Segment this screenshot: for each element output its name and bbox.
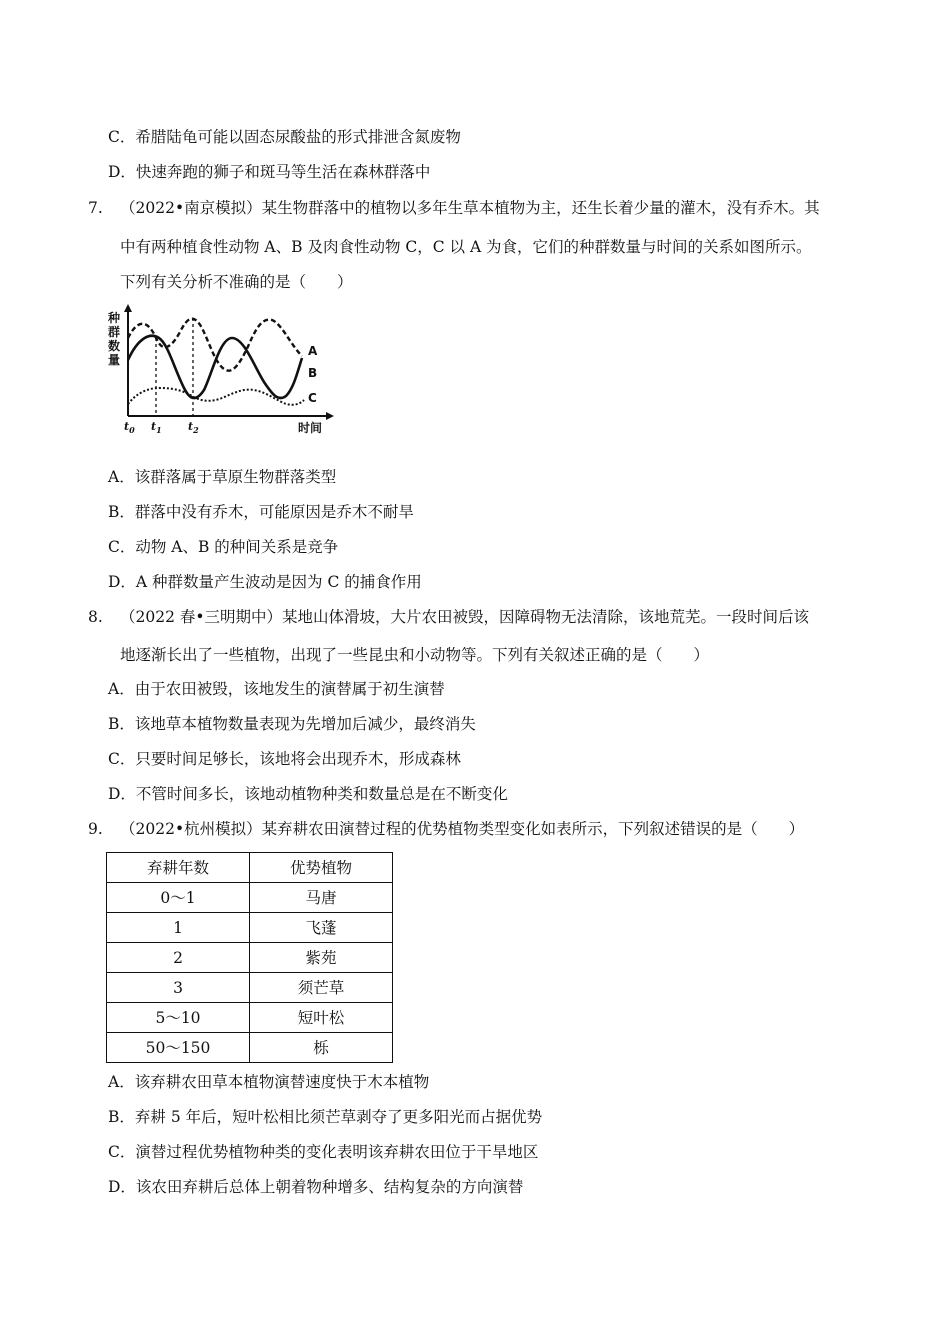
table-cell: 栎 (250, 1033, 393, 1063)
table-cell: 2 (107, 943, 250, 973)
tick-label-t2: $t_2$ (188, 420, 199, 435)
table-header-row (107, 853, 393, 883)
tick-label-t0: $t_0$ (124, 420, 135, 435)
table-row (107, 943, 393, 973)
table-cell: 50～150 (107, 1033, 250, 1063)
table-row (107, 973, 393, 1003)
q9-number: 9. (88, 820, 103, 838)
y-axis-label-char: 群 (108, 325, 121, 339)
q8-option-c: C．只要时间足够长，该地将会出现乔木，形成森林 (108, 750, 461, 768)
table-cell: 短叶松 (250, 1003, 393, 1033)
q7-number: 7. (88, 199, 103, 217)
q8-stem-line-1: （2022 春•三明期中）某地山体滑坡，大片农田被毁，因障碍物无法清除，该地荒芜。一段时间后该 (120, 608, 810, 626)
q8-option-a: A．由于农田被毁，该地发生的演替属于初生演替 (108, 680, 445, 698)
series-label-a: A (308, 344, 318, 358)
q8-number: 8. (88, 608, 103, 626)
table-cell: 须芒草 (250, 973, 393, 1003)
y-axis-label-char: 种 (108, 311, 121, 325)
table-row (107, 1033, 393, 1063)
q7-option-c: C．动物 A、B 的种间关系是竞争 (108, 538, 339, 556)
succession-table (106, 852, 393, 1063)
x-axis-arrow-icon (326, 412, 334, 420)
q7-stem-line-3: 下列有关分析不准确的是（ ） (120, 273, 353, 291)
q8-option-b: B．该地草本植物数量表现为先增加后减少，最终消失 (108, 715, 476, 733)
q9-option-c: C．演替过程优势植物种类的变化表明该弃耕农田位于干旱地区 (108, 1143, 539, 1161)
tick-label-t1: $t_1$ (151, 420, 162, 435)
q7-option-b: B．群落中没有乔木，可能原因是乔木不耐旱 (108, 503, 414, 521)
series-label-b: B (308, 366, 318, 380)
table-cell: 5～10 (107, 1003, 250, 1033)
q9-stem-line-1: （2022•杭州模拟）某弃耕农田演替过程的优势植物类型变化如表所示，下列叙述错误的是（ ） (120, 820, 805, 838)
q9-option-a: A．该弃耕农田草本植物演替速度快于木本植物 (108, 1073, 430, 1091)
table-cell: 1 (107, 913, 250, 943)
y-axis-label (107, 310, 120, 367)
q7-stem-line-1: （2022•南京模拟）某生物群落中的植物以多年生草本植物为主，还生长着少量的灌木，没有乔木。其 (120, 199, 820, 217)
q9-option-b: B．弃耕 5 年后，短叶松相比须芒草剥夺了更多阳光而占据优势 (108, 1108, 543, 1126)
q6-option-c: C．希腊陆龟可能以固态尿酸盐的形式排泄含氮废物 (108, 128, 461, 146)
q8-stem-line-2: 地逐渐长出了一些植物，出现了一些昆虫和小动物等。下列有关叙述正确的是（ ） (120, 646, 710, 664)
population-graph (104, 298, 344, 438)
y-axis-label-char: 数 (108, 339, 121, 353)
q8-option-d: D．不管时间多长，该地动植物种类和数量总是在不断变化 (108, 785, 508, 803)
table-header-cell: 优势植物 (250, 853, 393, 883)
curve-a (128, 336, 302, 398)
table-cell: 紫苑 (250, 943, 393, 973)
series-label-c: C (308, 391, 317, 405)
table-cell: 3 (107, 973, 250, 1003)
table-row (107, 1003, 393, 1033)
x-axis-label: 时间 (298, 421, 323, 435)
table-cell: 0～1 (107, 883, 250, 913)
table-row (107, 913, 393, 943)
q7-option-d: D．A 种群数量产生波动是因为 C 的捕食作用 (108, 573, 422, 591)
q6-option-d: D．快速奔跑的狮子和斑马等生活在森林群落中 (108, 163, 431, 181)
q9-option-d: D．该农田弃耕后总体上朝着物种增多、结构复杂的方向演替 (108, 1178, 524, 1196)
q7-stem-line-2: 中有两种植食性动物 A、B 及肉食性动物 C，C 以 A 为食，它们的种群数量与时间的关系如图所示。 (120, 238, 812, 256)
table-row (107, 883, 393, 913)
table-header-cell: 弃耕年数 (107, 853, 250, 883)
y-axis-arrow-icon (124, 304, 132, 312)
q7-option-a: A．该群落属于草原生物群落类型 (108, 468, 337, 486)
table-cell: 马唐 (250, 883, 393, 913)
y-axis-label-char: 量 (108, 353, 121, 367)
table-cell: 飞蓬 (250, 913, 393, 943)
